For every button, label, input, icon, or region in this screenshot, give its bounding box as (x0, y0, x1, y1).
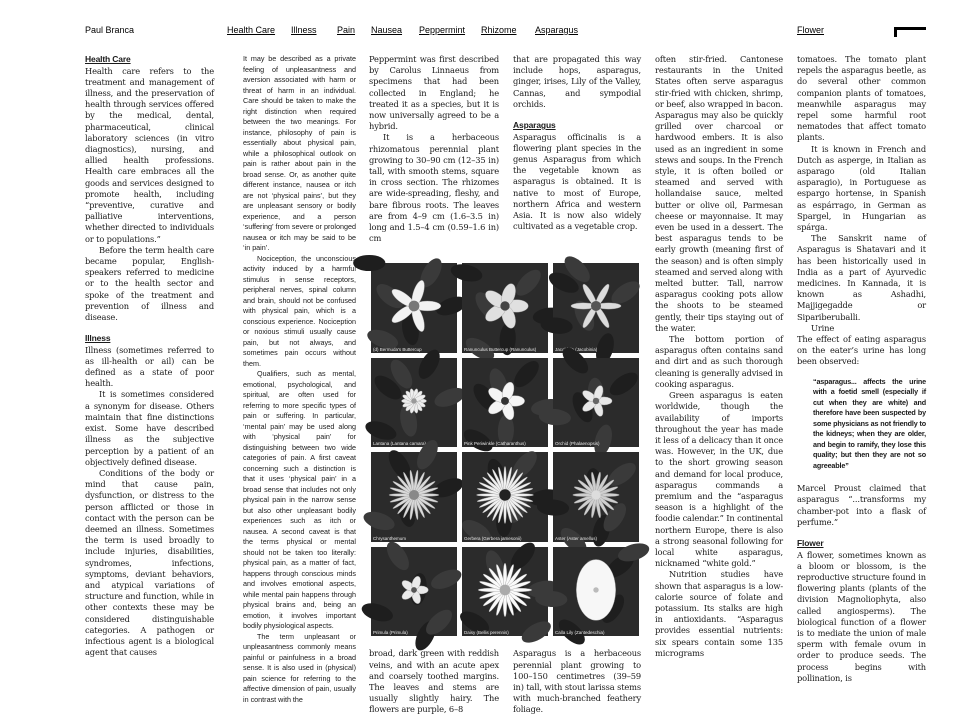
flower-photo (553, 263, 639, 353)
flower-image-icon (371, 358, 457, 448)
author-name: Paul Branca (85, 25, 135, 35)
paragraph: Marcel Proust claimed that asparagus “...transforms my chamber-pot into a flask of perfume.” (797, 483, 926, 527)
flower-image-icon (462, 263, 548, 353)
photo-caption: Jacobinia (Jacobinia) (555, 346, 598, 352)
paragraph: It is a herbaceous rhizomatous perennial plant growing to 30–90 cm (12–35 in) tall, with smooth stems, square in cross section. The rhizomes are wide-spreading, fleshy, and bare fibrous roots. The leaves are from 4–9 cm (1.6–3.5 in) long and 1.5–4 cm (0.59–1.6 in) cm (369, 132, 499, 244)
paragraph: It is sometimes considered a synonym for disease. Others maintain that fine distinctions exist. Some have described illness as the subjective perception by a patient of an objectively defined disease. (85, 389, 214, 467)
column-pain (243, 54, 356, 705)
paragraph: The bottom portion of asparagus often contains sand and dirt and as such thorough cleaning is generally advised in cooking asparagus. (655, 334, 783, 389)
photo-caption: Calla Lily (Zantedeschia) (555, 630, 605, 635)
flower-photo (553, 452, 639, 542)
heading-flower: Flower (797, 538, 824, 548)
paragraph: Green asparagus is eaten worldwide, though the availability of imports throughout the year has made it less of a delicacy than it once was. However, in the UK, due to the short growing season and demand for local produce, asparagus commands a premium and the “asparagus season is a highlight of the foodie calendar.” In continental northern Europe, there is also a strong seasonal following for local white asparagus, nicknamed “white gold.” (655, 390, 783, 569)
flower-image-icon (371, 547, 457, 637)
paragraph: Nutrition studies have shown that asparagus is a low-calorie source of folate and potassium. Its stalks are high in antioxidants. “Asparagus provides essential nutrients: six spears contain some 135 micrograms (655, 569, 783, 658)
flower-image-icon (553, 263, 639, 353)
nav-link-illness[interactable]: Illness (291, 25, 317, 35)
flower-photo (462, 452, 548, 542)
photo-caption: Orchid (Phalaenopsis) (555, 441, 600, 446)
page-header (0, 18, 961, 42)
heading-illness: Illness (85, 333, 111, 344)
column-asparagus-continued (513, 640, 641, 715)
nav-link-rhizome[interactable]: Rhizome (481, 25, 517, 35)
photo-caption: Primula (Primula) (373, 630, 408, 635)
flower-photo (553, 547, 639, 637)
flower-image-icon (553, 547, 639, 637)
nav-link-asparagus[interactable]: Asparagus (535, 25, 579, 35)
column-asparagus-flower (797, 54, 926, 705)
paragraph: A flower, sometimes known as a bloom or blossom, is the reproductive structure found in flowering plants (plants of the division Magnoliophyta, also called angiosperms). The biological function of a flower is to mediate the union of male sperm with female ovum in order to produce seeds. The process begins with pollination, is (797, 549, 926, 683)
flower-photo (371, 358, 457, 448)
photo-caption: Ranunculus Buttercup (Ranunculus) (464, 346, 537, 352)
flower-image-icon (462, 452, 548, 542)
paragraph: Asparagus is a herbaceous perennial plant growing to 100–150 centimetres (39–59 in) tall, with stout larissa stems with much-branched feathery foliage. (513, 648, 641, 715)
flower-image-icon (553, 358, 639, 448)
photo-caption: Chrysanthemum (373, 535, 407, 541)
column-health-illness (85, 54, 214, 705)
photo-caption: Lantana (Lantana camara) (373, 441, 427, 446)
paragraph: Asparagus officinalis is a flowering plant species in the genus Asparagus from which the vegetable known as asparagus is obtained. It is native to most of Europe, northern Africa and western Asia. It is now also widely cultivated as a vegetable crop. (513, 131, 641, 232)
flower-photo (371, 263, 457, 353)
paragraph: often stir-fried. Cantonese restaurants in the United States often serve asparagus stir-fried with chicken, shrimp, or beef, also wrapped in bacon. Asparagus may also be quickly grilled over charcoal or hardwood embers. It is also used as an ingredient in some stews and soups. In the French style, it is often boiled or steamed and served with hollandaise sauce, melted butter or olive oil, Parmesan cheese or mayonnaise. It may even be used in a dessert. The best asparagus tends to be early growth (meaning first of the season) and is often simply steamed and served along with melted butter. Tall, narrow asparagus cooking pots allow the shoots to be steamed gently, their tips staying out of the water. (655, 54, 783, 333)
photo-caption: Aster (Aster amellus) (555, 535, 598, 541)
paragraph: The effect of eating asparagus on the eater’s urine has long been observed: (797, 334, 926, 367)
paragraph: Health care refers to the treatment and management of illness, and the preservation of health through services offered by the medical, dental, pharmaceutical, clinical laboratory sciences (in vitro diagnostics), nursing, and allied health professions. Health care embraces all the goods and services designed to promote health, including “preventive, curative and palliative interventions, whether directed to individuals or to populations.” (85, 65, 214, 244)
flower-photo-grid (371, 263, 639, 636)
flower-image-icon (371, 452, 457, 542)
column-asparagus-cooking (655, 54, 783, 705)
photo-caption: Pink Periwinkle (Catharanthus) (464, 441, 526, 446)
paragraph: Peppermint was first described by Carolus Linnaeus from specimens that had been collected in England; he treated it as a species, but it is now universally agreed to be a hybrid. (369, 54, 499, 132)
paragraph: The term unpleasant or unpleasantness commonly means painful or painfulness in a broad sense. It is also used in (physical) pain science for referring to the affective dimension of pain, usually in contrast with the (243, 631, 356, 704)
flower-photo (462, 547, 548, 637)
paragraph: that are propagated this way include hops, asparagus, ginger, irises, Lily of the Valley, Cannas, and sympodial orchids. (513, 54, 641, 109)
paragraph: Illness (sometimes referred to as ill-health or ail) can be defined as a state of poor health. (85, 344, 214, 389)
paragraph: Conditions of the body or mind that cause pain, dysfunction, or distress to the person afflicted or those in contact with the person can be deemed an illness. Sometimes the term is used broadly to include injuries, disabilities, syndromes, infections, symptoms, deviant behaviors, and atypical variations of structure and function, while in other contexts these may be considered distinguishable categories. A pathogen or infectious agent is a biological agent that causes (85, 467, 214, 658)
column-peppermint (369, 54, 499, 254)
paragraph: The Sanskrit name of Asparagus is Shatavari and it has been historically used in India as a part of Ayurvedic medicines. In Kannada, it is known as Ashadhi, Majjigegadde or Sipariberuballi. (797, 233, 926, 322)
blockquote: “asparagus... affects the urine with a foetid smell (especially if cut when they are white) and therefore have been suspected by some physicians as not friendly to the kidneys; when they are older, and begin to ramify, they lose this quality; but then they are not so agreeable” (813, 376, 926, 470)
column-peppermint-continued (369, 640, 499, 715)
nav-link-peppermint[interactable]: Peppermint (419, 25, 466, 35)
nav-link-health-care[interactable]: Health Care (227, 25, 276, 35)
flower-photo (462, 358, 548, 448)
corner-mark-icon (894, 22, 926, 34)
flower-image-icon (553, 452, 639, 542)
paragraph: It is known in French and Dutch as asperge, in Italian as asparago (old Italian asparagio), in Portuguese as espargo hortense, in Spanish as espárrago, in German as Spargel, in Hungarian as spárga. (797, 143, 926, 233)
paragraph: broad, dark green with reddish veins, and with an acute apex and coarsely toothed margins. The leaves and stems are usually slightly hairy. The flowers are purple, 6–8 (369, 648, 499, 715)
flower-photo (553, 358, 639, 448)
flower-photo (371, 547, 457, 637)
paragraph: Qualifiers, such as mental, emotional, psychological, and spiritual, are often used for referring to more specific types of pain or suffering. In particular, ‘mental pain’ may be used along with ‘physical pain’ for distinguishing between two wide categories of pain. A first caveat concerning such a distinction is that it uses ‘physical pain’ in a broad sense that includes not only physical pain in the narrow sense but also other unpleasant bodily experiences such as itch or nausea. A second caveat is that the terms physical or mental should not be taken too literally: physical pain, as a matter of fact, happens through conscious minds and involves emotional aspects, while mental pain happens through physical brains and, being an emotion, it involves important bodily physiological aspects. (243, 369, 356, 630)
photo-caption: (d) Bermuda's Buttercup (373, 346, 422, 352)
flower-image-icon (462, 547, 548, 637)
paragraph: Nociception, the unconscious activity induced by a harmful stimulus in sense receptors, peripheral nerves, spinal column and brain, should not be confused with physical pain, which is a conscious experience. Nociception or noxious stimuli usually cause pain, but not always, and sometimes pain occurs without them. (243, 253, 356, 368)
paragraph: Before the term health care became popular, English-speakers referred to medicine or to the health sector and spoke of the treatment and prevention of illness and disease. (85, 244, 214, 322)
flower-photo (462, 263, 548, 353)
flower-photo (371, 452, 457, 542)
flower-image-icon (462, 358, 548, 448)
photo-caption: Gerbera (Gerbera jamesonii) (464, 535, 522, 541)
heading-health-care: Health Care (85, 54, 131, 64)
subheading-urine: Urine (811, 322, 835, 333)
column-asparagus-intro (513, 54, 641, 254)
nav-link-nausea[interactable]: Nausea (371, 25, 403, 35)
flower-image-icon (371, 263, 457, 353)
nav-link-flower[interactable]: Flower (797, 25, 825, 35)
paragraph: tomatoes. The tomato plant repels the asparagus beetle, as do several other common companion plants of tomatoes, meanwhile asparagus may repel some harmful root nematodes that affect tomato plants. (797, 54, 926, 143)
photo-caption: Daisy (Bellis perennis) (464, 630, 509, 635)
heading-asparagus: Asparagus (513, 120, 556, 131)
paragraph: It may be described as a private feeling of unpleasantness and aversion associated with harm or threat of harm in an individual. Care should be taken to make the right distinction when required between the two meanings. For instance, philosophy of pain is essentially about physical pain, while a philosophical outlook on pain is rather about pain in the broad sense. Or, as another quite different instance, nausea or itch are not ‘physical pains’, but they are unpleasant sensory or bodily experience, and a person ‘suffering’ from severe or prolonged nausea or itch may be said to be ‘in pain’. (243, 54, 356, 252)
nav-link-pain[interactable]: Pain (337, 25, 356, 35)
